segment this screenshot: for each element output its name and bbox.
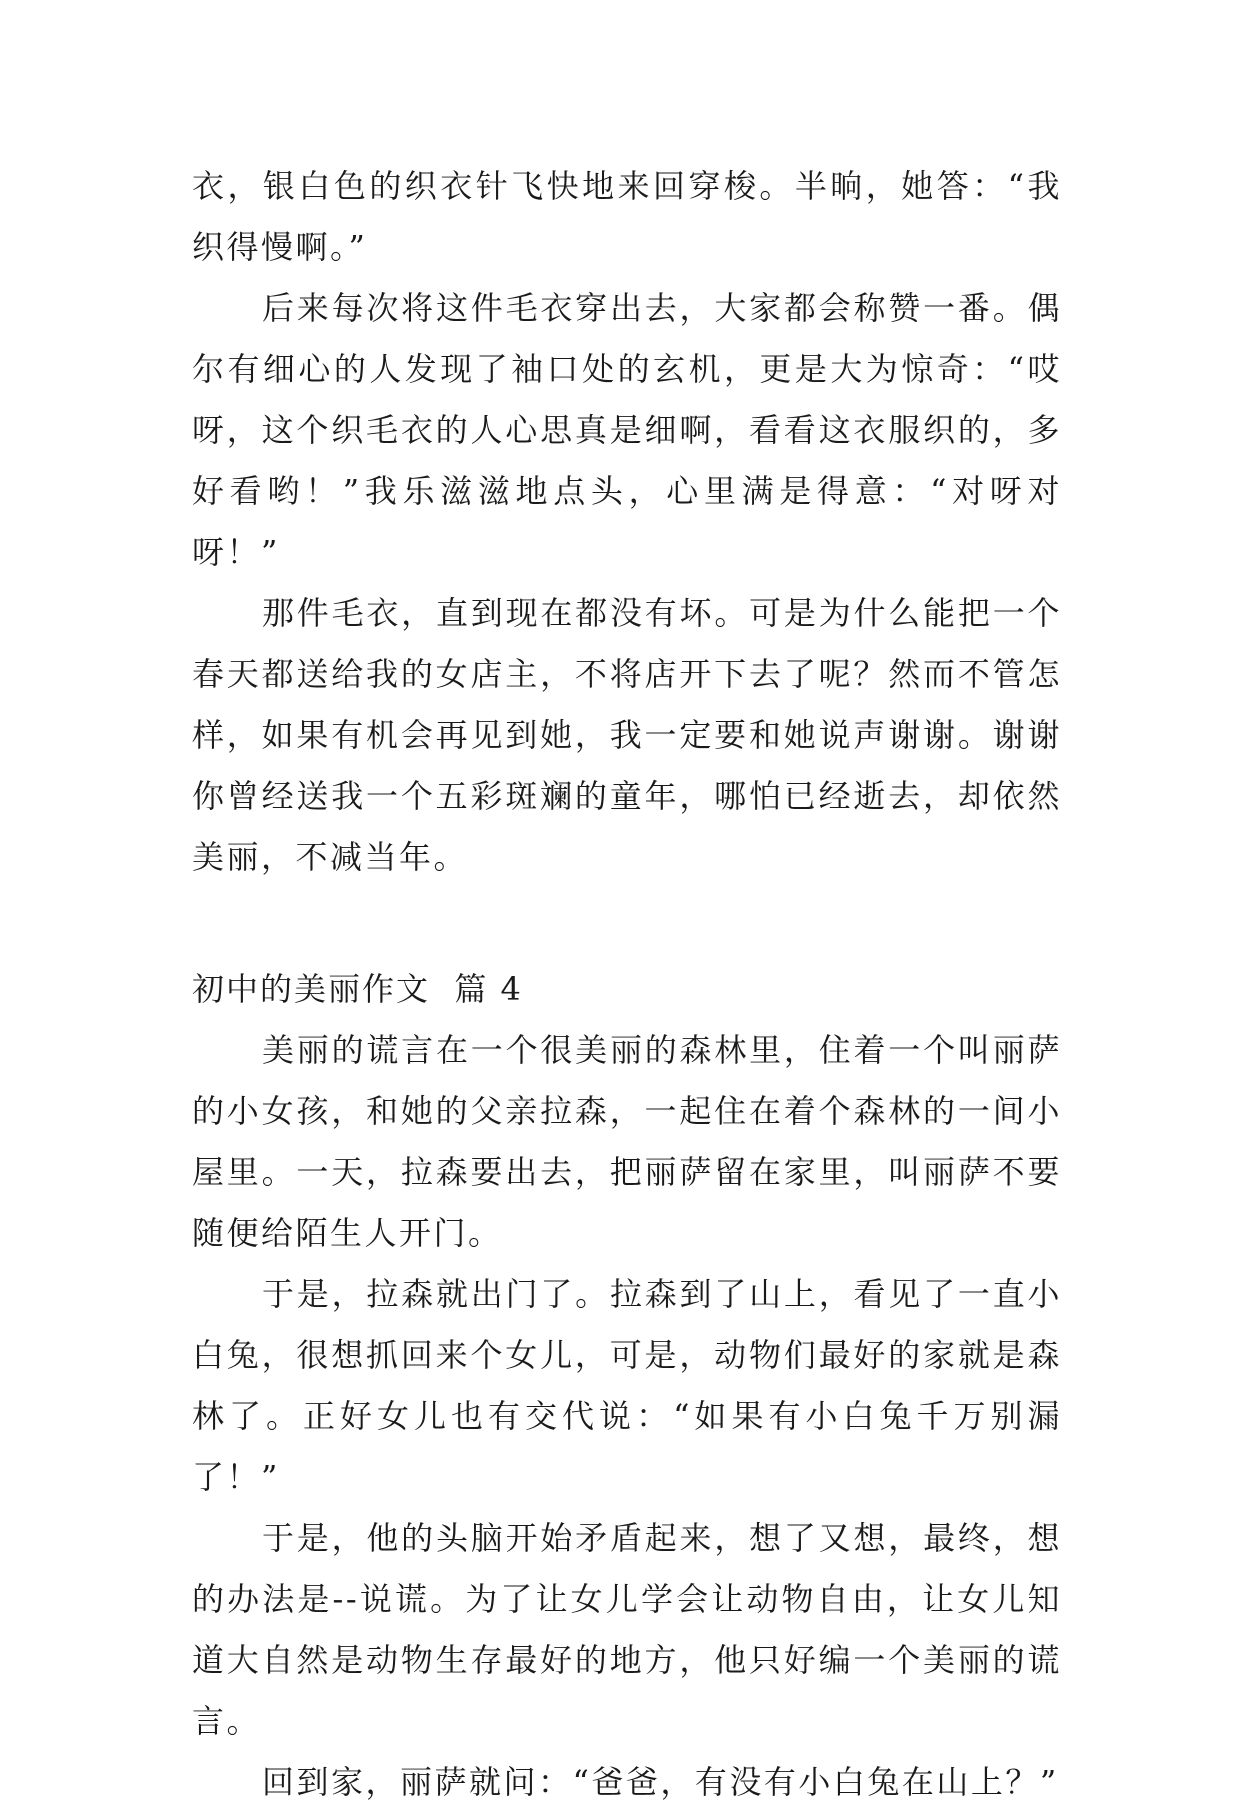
paragraph-sweater-praise: 后来每次将这件毛衣穿出去，大家都会称赞一番。偶尔有细心的人发现了袖口处的玄机，更是大为惊奇：“哎呀，这个织毛衣的人心思真是细啊，看看这衣服织的，多好看哟！”我乐滋滋地点头，心里满是得意：“对呀对呀！” [192,289,1062,571]
paragraph-return-home: 回到家，丽萨就问：“爸爸，有没有小白兔在山上？” [262,1763,1059,1801]
paragraph-continued: 衣，银白色的织衣针飞快地来回穿梭。半晌，她答：“我织得慢啊。” [192,167,1062,266]
section-heading: 初中的美丽作文 篇 4 [192,970,523,1008]
paragraph-rabbit: 于是，拉森就出门了。拉森到了山上，看见了一直小白兔，很想抓回来个女儿，可是，动物们最好的家就是森林了。正好女儿也有交代说：“如果有小白兔千万别漏了！” [192,1275,1062,1496]
paragraph-lie: 于是，他的头脑开始矛盾起来，想了又想，最终，想的办法是--说谎。为了让女儿学会让动物自由，让女儿知道大自然是动物生存最好的地方，他只好编一个美丽的谎言。 [192,1519,1062,1740]
paragraph-forest-intro: 美丽的谎言在一个很美丽的森林里，住着一个叫丽萨的小女孩，和她的父亲拉森，一起住在着个森林的一间小屋里。一天，拉森要出去，把丽萨留在家里，叫丽萨不要随便给陌生人开门。 [192,1031,1062,1252]
document-body [192,156,1062,1813]
paragraph-sweater-ending: 那件毛衣，直到现在都没有坏。可是为什么能把一个春天都送给我的女店主，不将店开下去了呢？然而不管怎样，如果有机会再见到她，我一定要和她说声谢谢。谢谢你曾经送我一个五彩斑斓的童年，哪怕已经逝去，却依然美丽，不减当年。 [192,594,1062,876]
